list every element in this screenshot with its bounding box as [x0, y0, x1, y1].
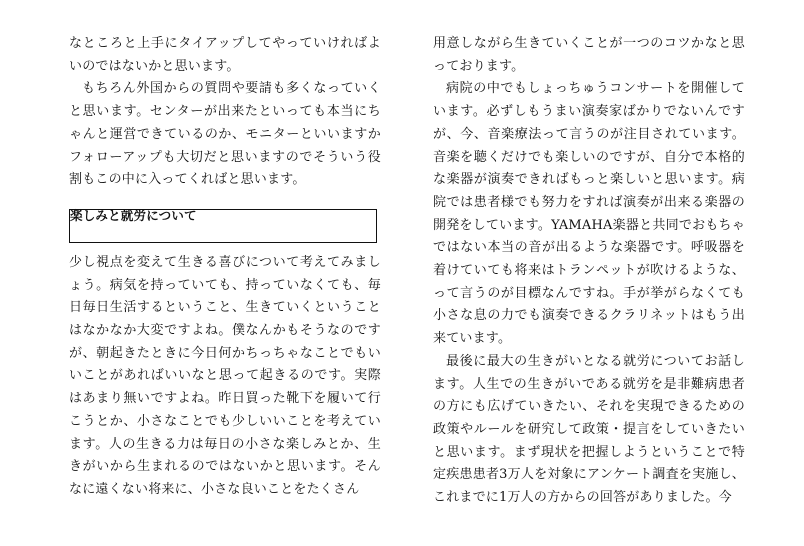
paragraph: 少し視点を変えて生きる喜びについて考えてみましょう。病気を持っていても、持っていなくても、毎日毎日生活するということ、生きていくということはなかなか大変ですよね。僕なんかもそうなのですが、朝起きたときに今日何かちっちゃなことでもいいことがあればいいなと思って起きるのです。実際はあまり無いですよね。昨日買った靴下を履いて行こうとか、小さなことでも少しいいことを考えています。人の生きる力は毎日の小さな楽しみとか、生きがいから生まれるのではないかと思います。そんなに遠くない将来に、小さな良いことをたくさん [69, 254, 381, 497]
section-title: 楽しみと就労について [70, 207, 197, 223]
paragraph: 病院の中でもしょっちゅうコンサートを開催しています。必ずしもうまい演奏家ばかりでないんですが、今、音楽療法って言うのが注目されています。音楽を聴くだけでも楽しいのですが、自分で本格的な楽器が演奏できればもっと楽しいと思います。病院では患者様でも努力をすれば演奏が出来る楽器の開発をしています。YAMAHA楽器と共同でおもちゃではない本当の音が出るような楽器です。呼吸器を着けていても将来はトランペットが吹けるような、って言うのが目標なんですね。手が挙がらなくても小さな息の力でも演奏できるクラリネットはもう出来ています。 [433, 81, 745, 347]
paragraph: 用意しながら生きていくことが一つのコツかなと思っております。 [433, 36, 745, 74]
right-column [433, 33, 745, 510]
left-column [69, 33, 381, 502]
section-heading-box [69, 209, 377, 243]
paragraph: 最後に最大の生きがいとなる就労についてお話します。人生での生きがいである就労を是非難病患者の方にも広げていきたい、それを実現できるための政策やルールを研究して政策・提言をしていきたいと思います。まず現状を把握しようということで特定疾患患者3万人を対象にアンケート調査を実施し、これまでに1万人の方からの回答がありました。今 [433, 353, 745, 506]
paragraph: なところと上手にタイアップしてやっていければよいのではないかと思います。 [69, 36, 381, 74]
paragraph: もちろん外国からの質問や要請も多くなっていくと思います。センターが出来たといっても本当にちゃんと運営できているのか、モニターといいますかフォローアップも大切だと思いますのでそういう役割もこの中に入ってくればと思います。 [69, 81, 381, 188]
